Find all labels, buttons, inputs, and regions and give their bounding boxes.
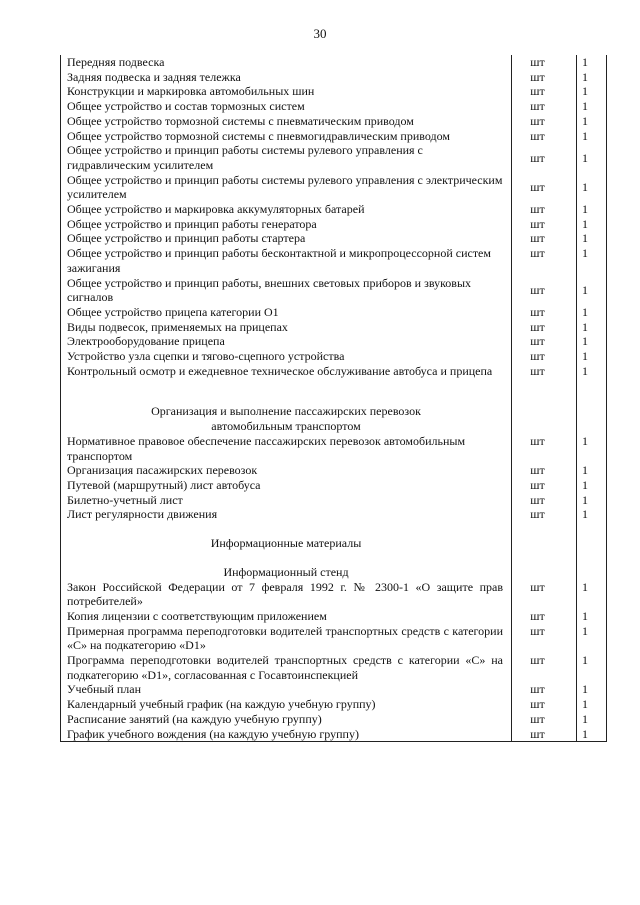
item-quantity: 1	[582, 231, 588, 246]
item-unit: шт	[530, 179, 545, 194]
item-quantity: 1	[582, 69, 588, 84]
table-row	[61, 507, 606, 522]
item-unit: шт	[530, 334, 545, 349]
item-unit: шт	[530, 349, 545, 364]
item-name: Закон Российской Федерации от 7 февраля 1992 г. № 2300-1 «О защите прав потребителей»	[67, 579, 503, 609]
group-1-rows	[61, 55, 606, 378]
section-heading	[61, 536, 606, 551]
item-unit: шт	[530, 319, 545, 334]
section-subheading	[61, 565, 606, 580]
item-unit: шт	[530, 304, 545, 319]
equipment-table	[60, 55, 607, 742]
item-quantity: 1	[582, 363, 588, 378]
item-quantity: 1	[582, 477, 588, 492]
item-quantity: 1	[582, 433, 588, 448]
item-quantity: 1	[582, 334, 588, 349]
item-unit: шт	[530, 623, 545, 638]
item-quantity: 1	[582, 697, 588, 712]
item-quantity: 1	[582, 463, 588, 478]
table-row	[61, 712, 606, 727]
item-name: Общее устройство прицепа категории О1	[67, 304, 279, 319]
item-name: Копия лицензии с соответствующим приложением	[67, 608, 327, 623]
item-name: Календарный учебный график (на каждую учебную группу)	[67, 697, 376, 712]
item-unit: шт	[530, 463, 545, 478]
item-name: Общее устройство и принцип работы стартера	[67, 231, 306, 246]
item-quantity: 1	[582, 507, 588, 522]
item-name: Общее устройство и принцип работы системы рулевого управления с гидравлическим усилителем	[67, 143, 423, 172]
blank-space	[61, 551, 606, 565]
item-quantity: 1	[582, 682, 588, 697]
item-quantity: 1	[582, 128, 588, 143]
item-quantity: 1	[582, 216, 588, 231]
item-unit: шт	[530, 231, 545, 246]
table-row	[61, 231, 606, 246]
table-row	[61, 99, 606, 114]
page-number: 30	[313, 26, 327, 41]
table-row	[61, 320, 606, 335]
item-name: Расписание занятий (на каждую учебную группу)	[67, 711, 322, 726]
item-name: Устройство узла сцепки и тягово-сцепного устройства	[67, 349, 345, 364]
table-row	[61, 682, 606, 697]
item-name: Программа переподготовки водителей транспортных средств с категории «С» на подкатегорию «D1», согласованная с Госавтоинспекцией	[67, 653, 503, 682]
item-unit: шт	[530, 128, 545, 143]
item-quantity: 1	[582, 623, 588, 638]
table-row	[61, 580, 606, 609]
table-row	[61, 217, 606, 232]
item-name: Нормативное правовое обеспечение пассажирских перевозок автомобильным транспортом	[67, 433, 466, 463]
table-row	[61, 434, 606, 463]
item-unit: шт	[530, 682, 545, 697]
item-unit: шт	[530, 492, 545, 507]
table-row	[61, 129, 606, 144]
table-row	[61, 349, 606, 364]
table-row	[61, 114, 606, 129]
item-unit: шт	[530, 697, 545, 712]
table-row	[61, 55, 606, 70]
table-row	[61, 70, 606, 85]
table-row	[61, 478, 606, 493]
table-row	[61, 202, 606, 217]
item-name: Передняя подвеска	[67, 55, 165, 69]
item-unit: шт	[530, 150, 545, 165]
item-unit: шт	[530, 113, 545, 128]
item-name: Конструкции и маркировка автомобильных шин	[67, 84, 315, 99]
item-quantity: 1	[582, 492, 588, 507]
item-unit: шт	[530, 711, 545, 726]
item-name: Билетно-учетный лист	[67, 492, 183, 507]
item-quantity: 1	[582, 246, 588, 261]
item-name: Путевой (маршрутный) лист автобуса	[67, 477, 261, 492]
item-name: Задняя подвеска и задняя тележка	[67, 69, 241, 84]
item-name: Лист регулярности движения	[67, 507, 218, 522]
group-3-rows	[61, 580, 606, 742]
item-name: Общее устройство и принцип работы генератора	[67, 216, 317, 231]
item-quantity: 1	[582, 150, 588, 165]
item-quantity: 1	[582, 349, 588, 364]
item-unit: шт	[530, 433, 545, 448]
item-unit: шт	[530, 477, 545, 492]
item-name: Учебный план	[67, 682, 142, 697]
item-unit: шт	[530, 579, 545, 594]
item-unit: шт	[530, 84, 545, 99]
item-name: Общее устройство тормозной системы с пневматическим приводом	[67, 113, 414, 128]
item-name: График учебного вождения (на каждую учебную группу)	[67, 726, 359, 741]
table-row	[61, 727, 606, 742]
item-unit: шт	[530, 608, 545, 623]
section-heading-text	[61, 404, 505, 433]
item-name: Общее устройство и состав тормозных систем	[67, 99, 305, 114]
item-quantity: 1	[582, 711, 588, 726]
section-subheading-text: Информационный стенд	[223, 564, 349, 579]
item-unit: шт	[530, 726, 545, 741]
table-row	[61, 305, 606, 320]
item-name: Виды подвесок, применяемых на прицепах	[67, 319, 288, 334]
item-name: Общее устройство и принцип работы бесконтактной и микропроцессорной систем зажигания	[67, 246, 491, 275]
item-unit: шт	[530, 282, 545, 297]
item-quantity: 1	[582, 608, 588, 623]
item-name: Электрооборудование прицепа	[67, 334, 225, 349]
heading-line: автомобильным транспортом	[211, 419, 361, 434]
item-unit: шт	[530, 69, 545, 84]
item-quantity: 1	[582, 282, 588, 297]
item-unit: шт	[530, 202, 545, 217]
item-quantity: 1	[582, 202, 588, 217]
item-name: Организация пасажирских перевозок	[67, 463, 258, 478]
item-name: Контрольный осмотр и ежедневное техническое обслуживание автобуса и прицепа	[67, 363, 493, 378]
item-unit: шт	[530, 246, 545, 261]
table-row	[61, 463, 606, 478]
group-2-rows	[61, 434, 606, 522]
item-quantity: 1	[582, 84, 588, 99]
item-name: Общее устройство и маркировка аккумуляторных батарей	[67, 202, 365, 217]
table-row	[61, 276, 606, 305]
section-heading-text: Информационные материалы	[210, 536, 362, 551]
item-quantity: 1	[582, 304, 588, 319]
item-quantity: 1	[582, 319, 588, 334]
table-row	[61, 84, 606, 99]
item-unit: шт	[530, 363, 545, 378]
item-unit: шт	[530, 55, 545, 69]
table-row	[61, 653, 606, 682]
item-unit: шт	[530, 507, 545, 522]
table-row	[61, 609, 606, 624]
item-unit: шт	[530, 216, 545, 231]
item-name: Примерная программа переподготовки водителей транспортных средств с категории «С» на подкатегорию «D1»	[67, 623, 503, 653]
blank-space	[61, 522, 606, 536]
item-quantity: 1	[582, 55, 588, 69]
blank-space	[61, 378, 606, 404]
table-row	[61, 364, 606, 379]
item-unit: шт	[530, 99, 545, 114]
item-quantity: 1	[582, 726, 588, 741]
item-quantity: 1	[582, 179, 588, 194]
section-heading	[61, 404, 606, 433]
item-quantity: 1	[582, 99, 588, 114]
table-row	[61, 246, 606, 275]
item-name: Общее устройство тормозной системы с пневмогидравлическим приводом	[67, 128, 450, 143]
table-row	[61, 624, 606, 653]
table-row	[61, 493, 606, 508]
item-quantity: 1	[582, 579, 588, 594]
item-name: Общее устройство и принцип работы системы рулевого управления с электрическим усилителем	[67, 172, 503, 202]
item-name: Общее устройство и принцип работы, внешних световых приборов и звуковых сигналов	[67, 275, 472, 305]
item-unit: шт	[530, 653, 545, 668]
table-row	[61, 697, 606, 712]
item-quantity: 1	[582, 113, 588, 128]
table-row	[61, 334, 606, 349]
heading-line: Организация и выполнение пассажирских перевозок	[151, 404, 421, 419]
table-row	[61, 143, 606, 172]
table-row	[61, 173, 606, 202]
item-quantity: 1	[582, 653, 588, 668]
